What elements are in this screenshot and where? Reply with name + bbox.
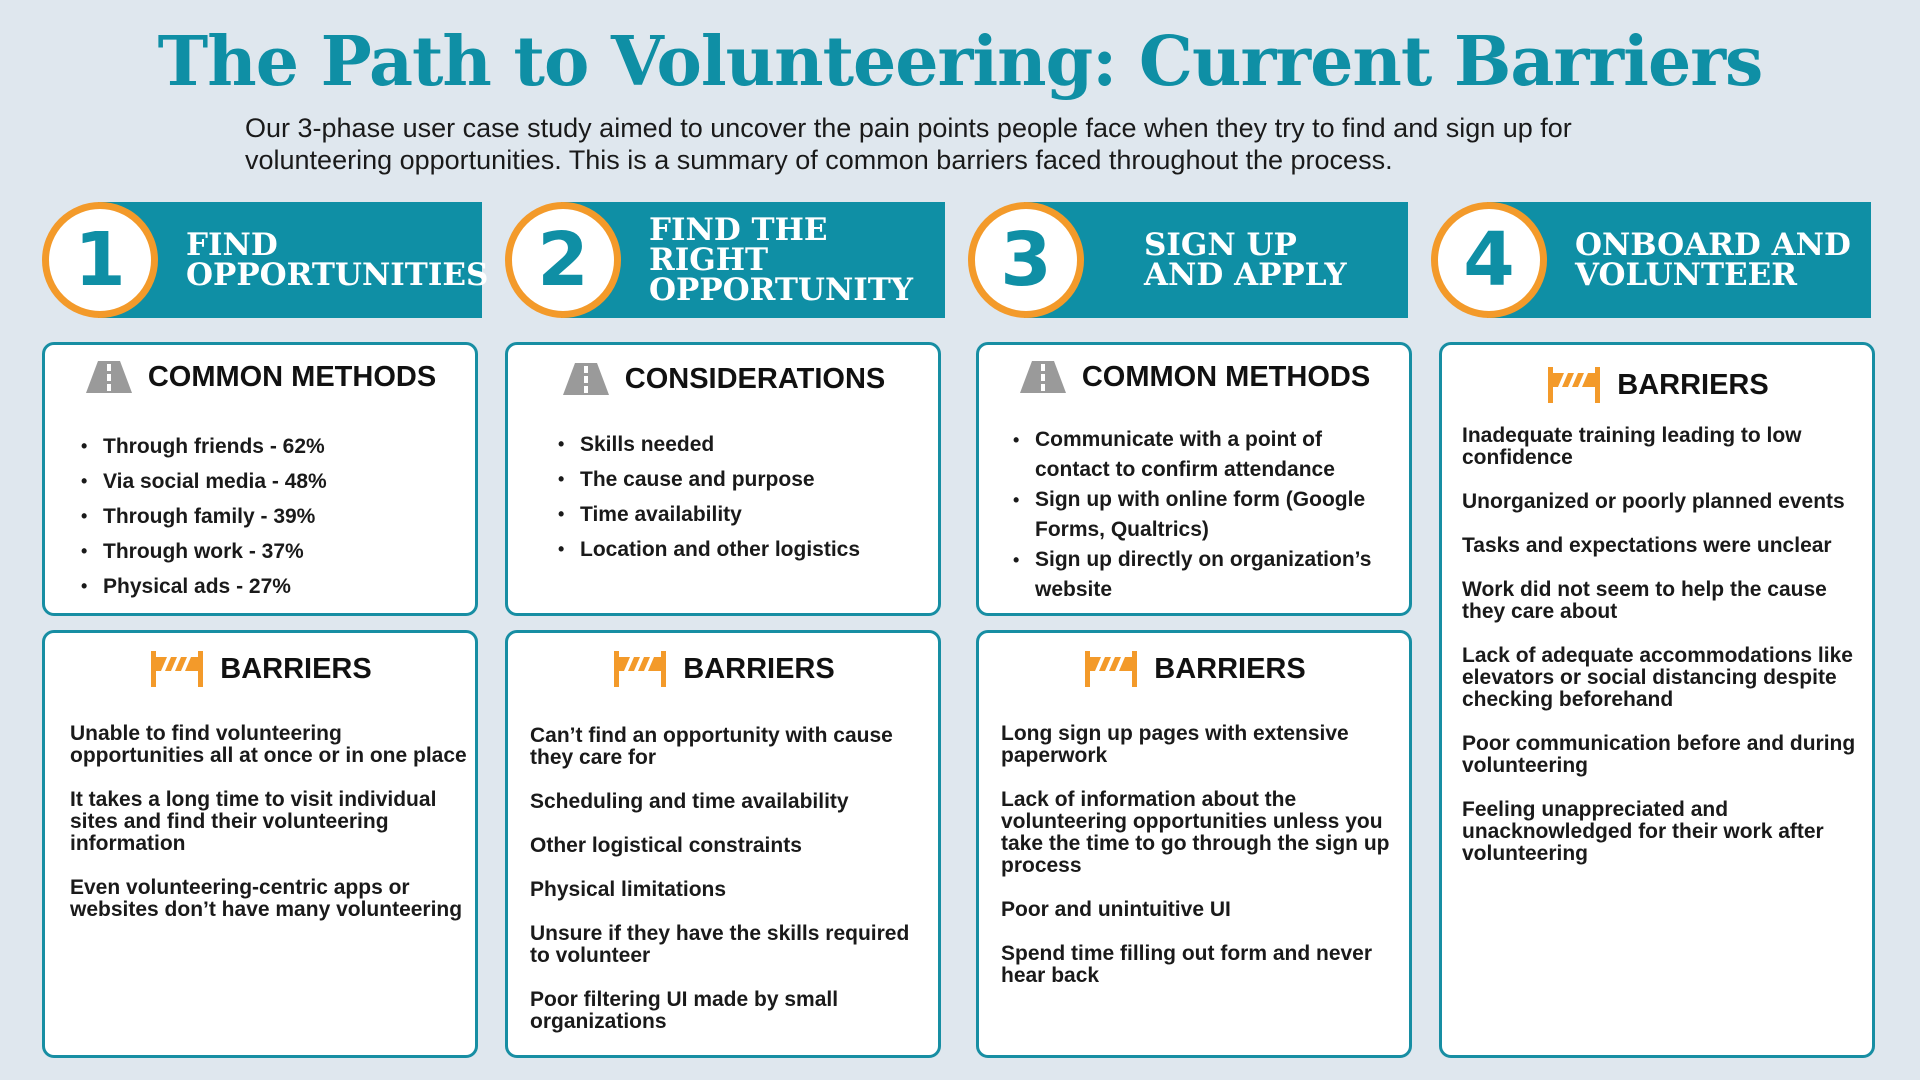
list-item: • Through friends - 62% bbox=[81, 429, 461, 464]
card-heading: BARRIERS bbox=[220, 652, 372, 685]
page-title: The Path to Volunteering: Current Barriers bbox=[157, 22, 1763, 102]
list-item: Even volunteering-centric apps or websites don’t have many volunteering bbox=[70, 876, 463, 921]
card-header bbox=[508, 361, 938, 397]
list-item: Unorganized or poorly planned events bbox=[1462, 490, 1845, 513]
barriers-card-2 bbox=[505, 630, 941, 1058]
phase-header-2 bbox=[505, 202, 945, 318]
barriers-list bbox=[1462, 425, 1867, 887]
phase-title: SIGN UP AND APPLY bbox=[1144, 227, 1347, 293]
card-heading: BARRIERS bbox=[1617, 368, 1769, 401]
methods-list bbox=[1013, 425, 1393, 605]
list-item: • Sign up directly on organization’s website bbox=[1013, 545, 1393, 605]
barriers-card-1 bbox=[42, 630, 478, 1058]
card-header bbox=[508, 649, 938, 689]
road-barrier-icon bbox=[611, 649, 669, 689]
list-item: • Through family - 39% bbox=[81, 499, 461, 534]
considerations-list bbox=[558, 427, 928, 567]
barriers-list bbox=[1001, 723, 1401, 1009]
list-item: Unable to find volunteering opportunities all at once or in one place bbox=[70, 722, 467, 767]
card-heading: COMMON METHODS bbox=[147, 360, 437, 393]
list-item: Unsure if they have the skills required to volunteer bbox=[530, 922, 910, 967]
list-item: Poor and unintuitive UI bbox=[1001, 898, 1231, 921]
phase-number-badge: 4 bbox=[1431, 202, 1547, 318]
list-item: • Communicate with a point of contact to confirm attendance bbox=[1013, 425, 1393, 485]
methods-card-3 bbox=[976, 342, 1412, 616]
card-heading: CONSIDERATIONS bbox=[624, 362, 886, 395]
list-item: • Sign up with online form (Google Forms, Qualtrics) bbox=[1013, 485, 1393, 545]
phase-title: FIND OPPORTUNITIES bbox=[186, 227, 489, 293]
list-item: Feeling unappreciated and unacknowledged for their work after volunteering bbox=[1462, 798, 1824, 865]
card-heading: BARRIERS bbox=[683, 652, 835, 685]
list-item: Scheduling and time availability bbox=[530, 790, 849, 813]
intro-text: Our 3-phase user case study aimed to uncover the pain points people face when they try to find and sign up for volunteering opportunities. This is a summary of common barriers faced throughout the process. bbox=[245, 113, 1572, 175]
list-item: Long sign up pages with extensive paperwork bbox=[1001, 722, 1349, 767]
list-item: • Via social media - 48% bbox=[81, 464, 461, 499]
methods-card-1 bbox=[42, 342, 478, 616]
card-header bbox=[979, 649, 1409, 689]
phase-number-badge: 3 bbox=[968, 202, 1084, 318]
barriers-list bbox=[530, 725, 930, 1055]
road-icon bbox=[1018, 359, 1068, 395]
card-header bbox=[45, 359, 475, 395]
list-item: Other logistical constraints bbox=[530, 834, 802, 857]
barriers-card-3 bbox=[976, 630, 1412, 1058]
road-barrier-icon bbox=[148, 649, 206, 689]
list-item: Lack of adequate accommodations like elevators or social distancing despite checking beforehand bbox=[1462, 644, 1853, 711]
list-item: Can’t find an opportunity with cause they care for bbox=[530, 724, 893, 769]
barriers-card-4 bbox=[1439, 342, 1875, 1058]
card-heading: COMMON METHODS bbox=[1081, 360, 1371, 393]
methods-list bbox=[81, 429, 461, 604]
phase-number-badge: 1 bbox=[42, 202, 158, 318]
barriers-list bbox=[70, 723, 470, 943]
list-item: • The cause and purpose bbox=[558, 462, 928, 497]
card-header bbox=[1442, 365, 1872, 405]
list-item: • Physical ads - 27% bbox=[81, 569, 461, 604]
card-header bbox=[979, 359, 1409, 395]
road-barrier-icon bbox=[1082, 649, 1140, 689]
list-item: • Skills needed bbox=[558, 427, 928, 462]
list-item: • Time availability bbox=[558, 497, 928, 532]
phase-header-3 bbox=[968, 202, 1408, 318]
road-barrier-icon bbox=[1545, 365, 1603, 405]
road-icon bbox=[84, 359, 134, 395]
phase-header-4 bbox=[1431, 202, 1871, 318]
phase-number-badge: 2 bbox=[505, 202, 621, 318]
list-item: Poor filtering UI made by small organizations bbox=[530, 988, 839, 1033]
list-item: Tasks and expectations were unclear bbox=[1462, 534, 1832, 557]
list-item: Lack of information about the volunteering opportunities unless you take the time to go through the sign up process bbox=[1001, 788, 1390, 877]
list-item: It takes a long time to visit individual sites and find their volunteering information bbox=[70, 788, 437, 855]
list-item: Spend time filling out form and never hear back bbox=[1001, 942, 1373, 987]
road-icon bbox=[561, 361, 611, 397]
phase-header-1 bbox=[42, 202, 489, 318]
phase-title: ONBOARD AND VOLUNTEER bbox=[1575, 227, 1851, 293]
card-header bbox=[45, 649, 475, 689]
card-heading: BARRIERS bbox=[1154, 652, 1306, 685]
list-item: • Through work - 37% bbox=[81, 534, 461, 569]
list-item: Poor communication before and during volunteering bbox=[1462, 732, 1856, 777]
list-item: Physical limitations bbox=[530, 878, 727, 901]
phase-title: FIND THE RIGHT OPPORTUNITY bbox=[649, 212, 913, 308]
list-item: Work did not seem to help the cause they care about bbox=[1462, 578, 1827, 623]
list-item: • Location and other logistics bbox=[558, 532, 928, 567]
considerations-card bbox=[505, 342, 941, 616]
list-item: Inadequate training leading to low confidence bbox=[1462, 424, 1802, 469]
